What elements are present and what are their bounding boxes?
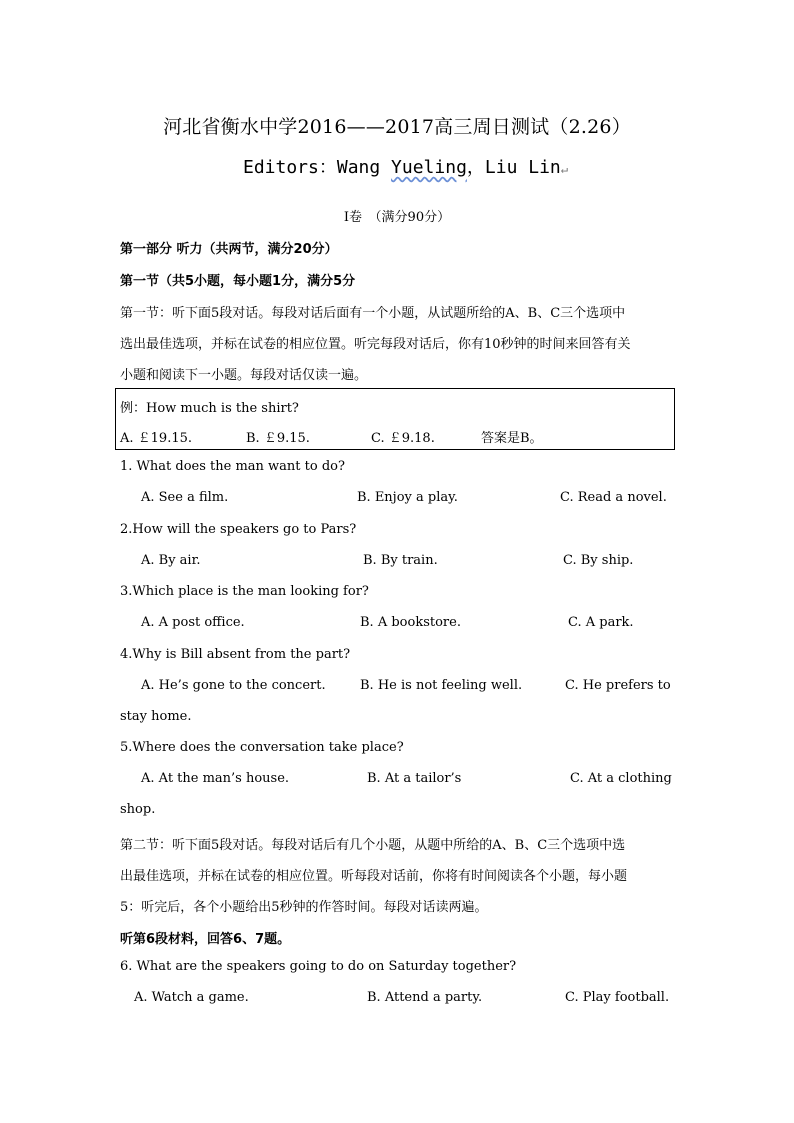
question-2-option-c: C. By ship. (563, 553, 634, 568)
question-1-option-c: C. Read a novel. (560, 490, 667, 505)
paragraph-mark-icon: ↵ (560, 162, 568, 176)
part1-heading: 第一部分 听力（共两节，满分20分） (120, 242, 338, 257)
editors-line (0, 153, 794, 179)
question-5-option-c: C. At a clothing (570, 771, 672, 786)
question-1-option-b: B. Enjoy a play. (357, 490, 458, 505)
section2-instruction-line: 5：听完后，各个小题给出5秒钟的作答时间。每段对话读两遍。 (120, 900, 488, 915)
question-3-option-c: C. A park. (568, 615, 634, 630)
question-4-option-b: B. He is not feeling well. (360, 678, 523, 693)
question-2-option-b: B. By train. (363, 553, 438, 568)
question-6-option-c: C. Play football. (565, 990, 670, 1005)
section1-heading: 第一节（共5小题，每小题1分，满分5分 (120, 274, 356, 289)
question-5-option-b: B. At a tailor’s (367, 771, 462, 786)
section1-instruction-line: 小题和阅读下一小题。每段对话仅读一遍。 (120, 368, 368, 383)
section2-instruction-line: 第二节：听下面5段对话。每段对话后有几个小题，从题中所给的A、B、C三个选项中选 (120, 838, 626, 853)
question-5-option-c-wrap: shop. (120, 802, 156, 817)
question-4-option-a: A. He’s gone to the concert. (141, 678, 326, 693)
question-3-option-a: A. A post office. (141, 615, 245, 630)
question-5: 5.Where does the conversation take place? (120, 740, 404, 755)
question-6-option-a: A. Watch a game. (134, 990, 249, 1005)
question-6: 6. What are the speakers going to do on Saturday together? (120, 959, 517, 974)
editors-suffix: ，Liu Lin (466, 157, 561, 178)
question-4: 4.Why is Bill absent from the part? (120, 647, 351, 662)
volume-label: I卷 （满分90分） (343, 210, 451, 225)
example-box (115, 388, 675, 450)
section1-instruction-line: 选出最佳选项，并标在试卷的相应位置。听完每段对话后，你有10秒钟的时间来回答有关 (120, 337, 631, 352)
editors-name-spellcheck: Yueling (391, 157, 467, 178)
example-option-c: C. ￡9.18. (371, 431, 435, 446)
exam-title: 河北省衡水中学2016——2017高三周日测试（2.26） (163, 116, 631, 138)
example-option-b: B. ￡9.15. (246, 431, 310, 446)
question-3: 3.Which place is the man looking for? (120, 584, 369, 599)
question-1: 1. What does the man want to do? (120, 459, 345, 474)
section2-instruction-line: 出最佳选项，并标在试卷的相应位置。听每段对话前，你将有时间阅读各个小题，每小题 (120, 869, 628, 884)
question-2: 2.How will the speakers go to Pars? (120, 522, 357, 537)
material-6-heading: 听第6段材料，回答6、7题。 (120, 932, 291, 947)
example-question: 例：How much is the shirt? (120, 401, 299, 416)
editors-prefix: Editors：Wang (243, 157, 392, 178)
question-1-option-a: A. See a film. (141, 490, 229, 505)
question-5-option-a: A. At the man’s house. (141, 771, 290, 786)
question-2-option-a: A. By air. (141, 553, 201, 568)
question-3-option-b: B. A bookstore. (360, 615, 461, 630)
question-4-option-c-wrap: stay home. (120, 709, 192, 724)
example-answer: 答案是B。 (481, 431, 543, 446)
section1-instruction-line: 第一节：听下面5段对话。每段对话后面有一个小题，从试题所给的A、B、C三个选项中 (120, 306, 626, 321)
example-option-a: A. ￡19.15. (120, 431, 193, 446)
question-4-option-c: C. He prefers to (565, 678, 671, 693)
question-6-option-b: B. Attend a party. (367, 990, 483, 1005)
